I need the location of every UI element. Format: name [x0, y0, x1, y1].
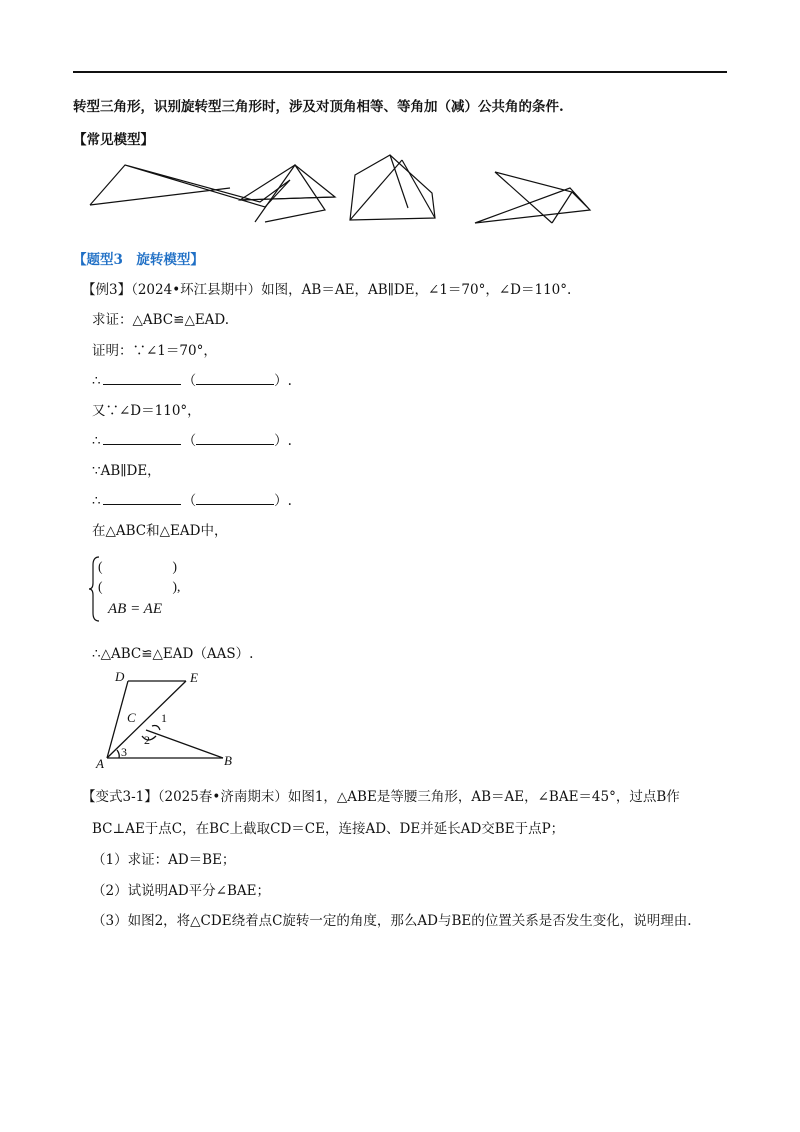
common-models-figures	[80, 150, 620, 230]
answer-blank[interactable]	[103, 432, 181, 445]
paren-open: （	[182, 433, 197, 449]
therefore-symbol: ∴	[92, 433, 101, 449]
variant-line-2: BC⊥AE于点C，在BC上截取CD＝CE，连接AD、DE并延长AD交BE于点P；	[92, 821, 565, 837]
prove-line: 求证：△ABC≌△EAD.	[92, 312, 230, 328]
example-tag: 【例3】	[82, 282, 132, 298]
system-row-1	[98, 558, 177, 576]
system-row-2	[98, 578, 180, 596]
model-figure-4	[475, 172, 590, 223]
proof-parallel: ∵AB∥DE，	[92, 463, 161, 479]
label-A: A	[96, 756, 104, 771]
label-D: D	[115, 669, 125, 684]
paren-close: ）.	[274, 373, 292, 389]
example-figure	[90, 668, 250, 778]
variant-tag: 【变式3-1】	[82, 789, 158, 805]
reason-blank[interactable]	[196, 432, 274, 445]
section-title: 【题型3 旋转模型】	[73, 252, 204, 268]
label-angle-1: 1	[161, 711, 167, 725]
proof-step-2	[92, 432, 292, 450]
proof-step-1	[92, 372, 292, 390]
label-E: E	[190, 670, 198, 685]
therefore-symbol: ∴	[92, 373, 101, 389]
proof-step-3	[92, 492, 292, 510]
sys-paren-close: )	[172, 559, 177, 574]
proof-start: 证明：∵∠1＝70°，	[92, 343, 217, 359]
paren-open: （	[182, 493, 197, 509]
variant-q2: （2）试说明AD平分∠BAE；	[92, 883, 270, 899]
paren-open: （	[182, 373, 197, 389]
example-statement: 如图，AB＝AE，AB∥DE，∠1＝70°，∠D＝110°.	[261, 282, 572, 298]
example-statement-line	[82, 281, 571, 299]
example-source: （2024•环江县期中）	[131, 282, 262, 298]
model-figure-1	[90, 165, 290, 207]
sys-paren-open: (	[98, 559, 103, 574]
reason-blank[interactable]	[196, 372, 274, 385]
system-row-3: AB = AE	[108, 601, 163, 617]
paren-close: ）.	[274, 493, 292, 509]
intro-text: 转型三角形，识别旋转型三角形时，涉及对顶角相等、等角加（减）公共角的条件.	[73, 99, 564, 115]
variant-q1: （1）求证：AD＝BE；	[92, 852, 236, 868]
label-C: C	[127, 710, 136, 725]
therefore-symbol: ∴	[92, 493, 101, 509]
header-rule	[73, 71, 727, 73]
conclusion: ∴△ABC≌△EAD（AAS）.	[92, 646, 254, 662]
sys-paren-open: (	[98, 579, 103, 594]
answer-blank[interactable]	[103, 372, 181, 385]
label-B: B	[224, 753, 232, 768]
proof-also: 又∵∠D＝110°，	[92, 403, 201, 419]
model-figure-3	[350, 155, 435, 220]
answer-blank[interactable]	[103, 492, 181, 505]
models-heading: 【常见模型】	[73, 132, 154, 148]
in-triangles: 在△ABC和△EAD中，	[92, 523, 228, 539]
reason-blank[interactable]	[196, 492, 274, 505]
variant-source: （2025春•济南期末）	[157, 789, 288, 805]
label-angle-2: 2	[144, 733, 150, 747]
variant-text-1: 如图1，△ABE是等腰三角形，AB＝AE，∠BAE＝45°，过点B作	[287, 789, 680, 805]
variant-line-1	[82, 788, 680, 806]
sys-comma: ,	[177, 579, 181, 594]
paren-close: ）.	[274, 433, 292, 449]
variant-q3: （3）如图2，将△CDE绕着点C旋转一定的角度，那么AD与BE的位置关系是否发生变化，说明理由.	[92, 913, 692, 929]
label-angle-3: 3	[121, 745, 127, 759]
sys-paren-close: )	[172, 579, 177, 594]
